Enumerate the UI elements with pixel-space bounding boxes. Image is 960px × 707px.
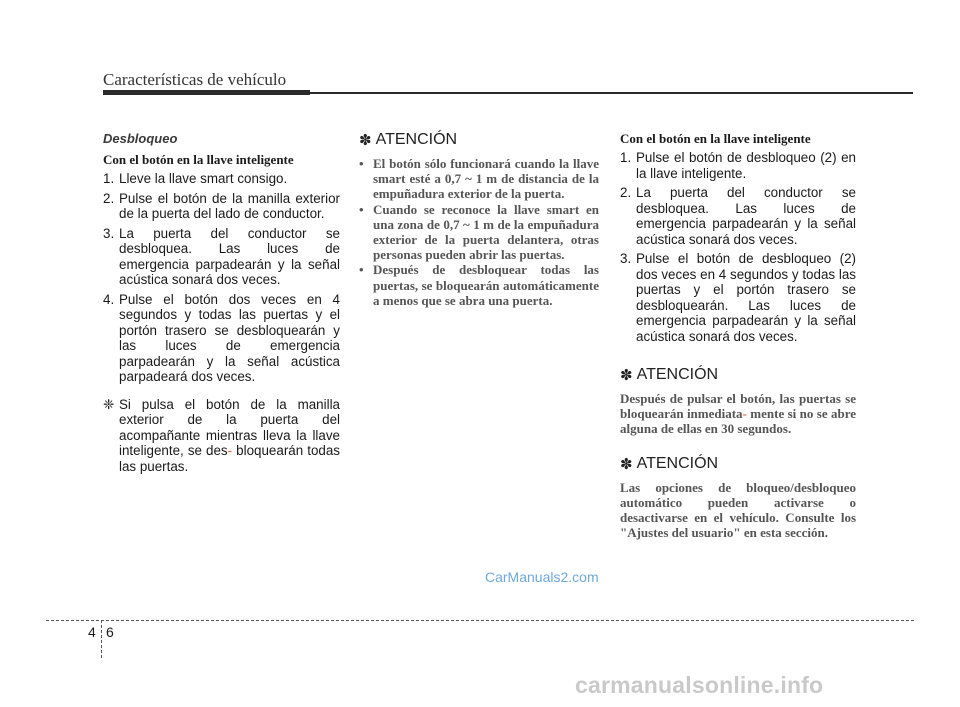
list-item bbox=[103, 171, 340, 187]
header-rule-thick bbox=[103, 90, 310, 95]
list-item bbox=[620, 251, 856, 344]
watermark-link[interactable]: CarManuals2.com bbox=[485, 569, 599, 585]
step-text: La puerta del conductor se desbloquea. Las luces de emergencia parpadearán y la señal acústica sonará dos veces. bbox=[119, 225, 340, 287]
bottom-watermark: carmanualsonline.info bbox=[575, 672, 824, 698]
bullet-text: Después de desbloquear todas las puertas, se bloquearán automáticamente a menos que se abra una puerta. bbox=[373, 262, 599, 308]
subheading: Con el botón en la llave inteligente bbox=[620, 131, 811, 146]
attention-heading bbox=[620, 455, 856, 473]
step-text: Pulse el botón de la manilla exterior de la puerta del lado de conductor. bbox=[119, 190, 340, 221]
attention-text-part: Después de pulsar el botón, las puertas se bloquearán inmediata bbox=[620, 391, 856, 422]
step-text: Pulse el botón de desbloqueo (2) en la llave inteligente. bbox=[636, 150, 856, 181]
list-item bbox=[359, 262, 599, 308]
step-number: 3. bbox=[103, 225, 115, 241]
step-number: 2. bbox=[103, 190, 115, 206]
note-text-cont: bloquearán todas las puertas. bbox=[119, 443, 340, 474]
attention-heading bbox=[359, 131, 599, 149]
list-item bbox=[620, 150, 856, 181]
note-mark-icon: ❈ bbox=[103, 396, 115, 412]
step-text: Pulse el botón dos veces en 4 segundos y todas las puertas y el portón trasero se desbloquearán y las luces de emergencia parpadearán y la señal acústica parpadeará dos veces. bbox=[119, 291, 340, 384]
step-number: 1. bbox=[620, 150, 632, 165]
step-text: Lleve la llave smart consigo. bbox=[119, 171, 288, 186]
bullet-text: Cuando se reconoce la llave smart en una zona de 0,7 ~ 1 m de la empuñadura exterior de la puerta delantera, otras personas pueden abrir las puertas. bbox=[373, 201, 599, 263]
bullet-text: El botón sólo funcionará cuando la llave smart esté a 0,7 ~ 1 m de distancia de la empuñadura exterior de la puerta. bbox=[373, 156, 599, 202]
step-number: 4. bbox=[103, 291, 115, 307]
step-text: La puerta del conductor se desbloquea. Las luces de emergencia parpadearán y la señal acústica sonará dos veces. bbox=[636, 185, 856, 247]
bullet-icon: • bbox=[359, 262, 364, 278]
footer-rule bbox=[46, 620, 914, 621]
section-heading: Desbloqueo bbox=[103, 131, 178, 146]
footer-divider bbox=[101, 620, 102, 658]
bullet-icon: • bbox=[359, 156, 364, 171]
step-list bbox=[103, 171, 340, 474]
asterisk-icon: ✽ bbox=[620, 367, 633, 384]
column-right bbox=[620, 131, 856, 540]
list-item bbox=[359, 202, 599, 263]
list-item bbox=[620, 185, 856, 247]
attention-title: ATENCIÓN bbox=[375, 131, 458, 148]
asterisk-icon: ✽ bbox=[359, 132, 372, 149]
header-rule-thin bbox=[310, 92, 913, 94]
attention-heading bbox=[620, 366, 856, 384]
note-text: Si pulsa el botón de la manilla exterior de la puerta del acompañante mientras lleva la llave inteligente, se des bbox=[119, 396, 340, 458]
list-item bbox=[359, 156, 599, 202]
attention-text: Las opciones de bloqueo/desbloqueo automático pueden activarse o desactivarse en el vehículo. Consulte los "Ajustes del usuario" en esta sección. bbox=[620, 479, 856, 541]
bullet-list bbox=[359, 156, 599, 308]
column-left bbox=[103, 131, 340, 478]
list-item bbox=[103, 226, 340, 288]
step-number: 3. bbox=[620, 251, 632, 266]
asterisk-icon: ✽ bbox=[620, 455, 633, 473]
column-middle bbox=[359, 131, 599, 308]
attention-title: ATENCIÓN bbox=[636, 366, 719, 383]
step-number: 1. bbox=[103, 171, 115, 186]
list-item bbox=[103, 292, 340, 385]
page-number: 6 bbox=[106, 624, 114, 640]
bullet-icon: • bbox=[359, 201, 364, 217]
attention-text bbox=[620, 391, 856, 437]
subheading: Con el botón en la llave inteligente bbox=[103, 152, 294, 167]
hyphen: - bbox=[227, 443, 233, 458]
hyphen: - bbox=[742, 406, 747, 422]
list-item bbox=[103, 191, 340, 222]
step-text: Pulse el botón de desbloqueo (2) dos veces en 4 segundos y todas las puertas y el portón trasero se desbloquearán. Las luces de emergencia parpadearán y la señal acústica sonará dos veces. bbox=[636, 251, 856, 344]
section-number: 4 bbox=[88, 624, 96, 640]
page-header-title: Características de vehículo bbox=[103, 70, 287, 89]
step-list bbox=[620, 150, 856, 344]
attention-title: ATENCIÓN bbox=[636, 454, 719, 472]
attention-text-cont: mente si no se abre alguna de ellas en 30 segundos. bbox=[620, 406, 857, 437]
step-number: 2. bbox=[620, 185, 632, 200]
note-item bbox=[103, 397, 340, 475]
